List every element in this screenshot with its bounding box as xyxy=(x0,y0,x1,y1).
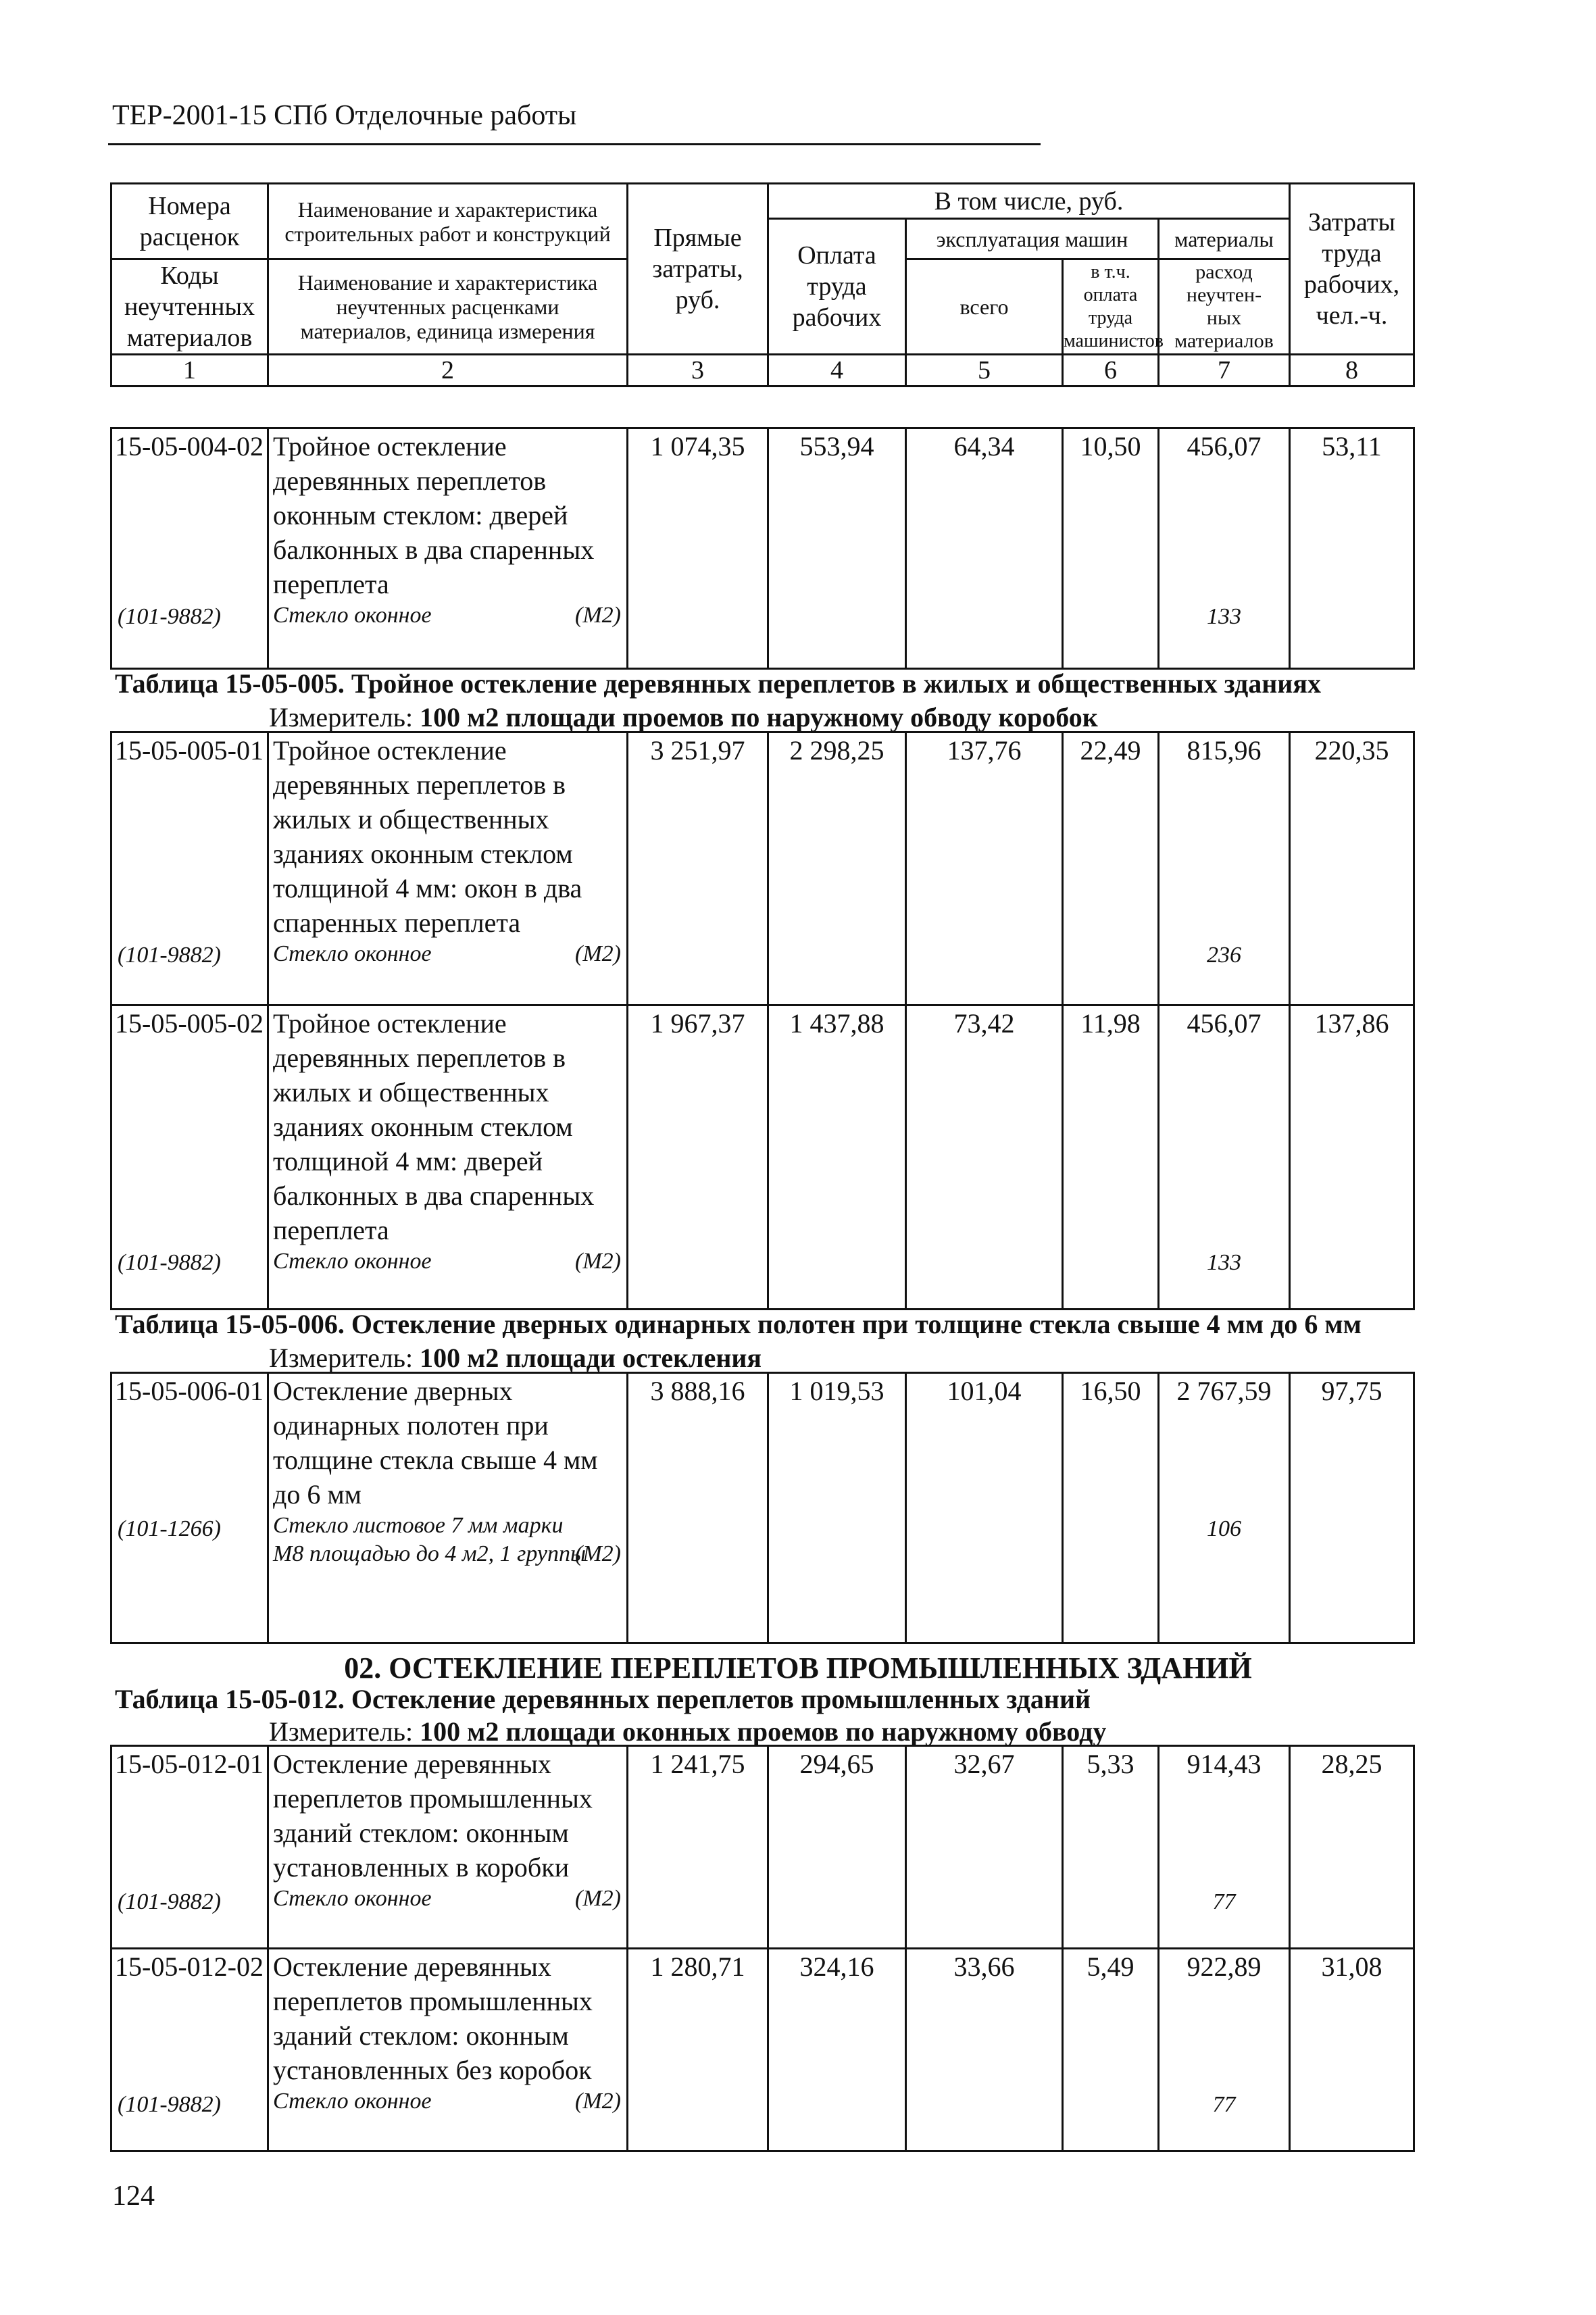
header-operator-pay: в т.ч. оплата труда машинистов xyxy=(1063,259,1159,355)
material-unit: (М2) xyxy=(575,941,621,966)
rate-name-cell xyxy=(268,1373,628,1643)
rate-name-line: толщине стекла свыше 4 мм xyxy=(273,1445,598,1475)
direct-costs: 3 888,16 xyxy=(628,1373,768,1643)
table-row xyxy=(111,1373,1414,1643)
header-machines-total: всего xyxy=(906,259,1063,355)
header-worker-pay: Оплата труда рабочих xyxy=(768,219,906,355)
labor-hours: 53,11 xyxy=(1290,428,1414,669)
material-unit: (М2) xyxy=(575,2089,621,2114)
material-unit: (М2) xyxy=(575,1886,621,1911)
material-quantity: 77 xyxy=(1212,1889,1236,1914)
rate-name-line: Остекление деревянных xyxy=(273,1951,551,1982)
materials-cost-cell xyxy=(1159,1005,1290,1310)
col-number: 1 xyxy=(111,355,268,387)
rate-name-line: установленных без коробок xyxy=(273,2055,592,2085)
header-material-codes: Коды неучтенных материалов xyxy=(111,259,268,355)
rate-code: 15-05-005-01 xyxy=(115,735,264,766)
rates-table xyxy=(110,427,1415,670)
machines-total: 101,04 xyxy=(906,1373,1063,1643)
col-number: 5 xyxy=(906,355,1063,387)
rate-code: 15-05-005-02 xyxy=(115,1008,264,1039)
rate-name-cell xyxy=(268,1005,628,1310)
material-name: Стекло оконное xyxy=(273,941,432,966)
col-number: 2 xyxy=(268,355,628,387)
rate-name-line: установленных в коробки xyxy=(273,1852,570,1883)
materials-cost-cell xyxy=(1159,1373,1290,1643)
material-code: (101-9882) xyxy=(118,1250,221,1275)
operator-pay: 5,33 xyxy=(1063,1746,1159,1949)
rate-code-cell xyxy=(111,1746,268,1949)
material-name: Стекло листовое 7 мм марки xyxy=(273,1513,564,1538)
section-title: 02. ОСТЕКЛЕНИЕ ПЕРЕПЛЕТОВ ПРОМЫШЛЕННЫХ ЗДАНИЙ xyxy=(344,1651,1252,1685)
material-code: (101-9882) xyxy=(118,604,221,629)
header-labor-hours: Затраты труда рабочих, чел.-ч. xyxy=(1290,184,1414,355)
col-number: 8 xyxy=(1290,355,1414,387)
col-number: 4 xyxy=(768,355,906,387)
rate-name-line: Тройное остекление xyxy=(273,1008,507,1039)
rate-name-cell xyxy=(268,732,628,1005)
rate-name-line: зданиях оконным стеклом xyxy=(273,839,573,869)
rate-name-line: переплета xyxy=(273,569,389,599)
header-direct-costs: Прямые затраты, руб. xyxy=(628,184,768,355)
rate-name-line: деревянных переплетов в xyxy=(273,1043,566,1073)
direct-costs: 3 251,97 xyxy=(628,732,768,1005)
material-code: (101-9882) xyxy=(118,943,221,968)
materials-cost-cell xyxy=(1159,1949,1290,2151)
machines-total: 73,42 xyxy=(906,1005,1063,1310)
header-material-consumption: расход неучтен- ных материалов xyxy=(1159,259,1290,355)
header-rule xyxy=(108,143,1041,145)
labor-hours: 220,35 xyxy=(1290,732,1414,1005)
material-unit: (М2) xyxy=(575,1249,621,1274)
rate-name-line: переплета xyxy=(273,1215,389,1245)
machines-total: 33,66 xyxy=(906,1949,1063,2151)
table-caption: Таблица 15-05-006. Остекление дверных одинарных полотен при толщине стекла свыше 4 мм до 6 мм xyxy=(115,1309,1362,1339)
rate-name-line: оконным стеклом: дверей xyxy=(273,500,568,530)
material-name: М8 площадью до 4 м2, 1 группы xyxy=(273,1541,587,1566)
materials-cost-cell xyxy=(1159,1746,1290,1949)
materials-cost: 456,07 xyxy=(1187,431,1262,462)
direct-costs: 1 967,37 xyxy=(628,1005,768,1310)
rate-name-line: зданиях оконным стеклом xyxy=(273,1112,573,1142)
material-code: (101-9882) xyxy=(118,2092,221,2117)
operator-pay: 5,49 xyxy=(1063,1949,1159,2151)
rate-name-line: одинарных полотен при xyxy=(273,1410,549,1441)
rate-name-line: переплетов промышленных xyxy=(273,1986,593,2016)
header-rate-number: Номера расценок xyxy=(111,184,268,259)
rate-name-line: деревянных переплетов xyxy=(273,466,547,496)
material-quantity: 133 xyxy=(1207,1250,1241,1275)
header-work-name: Наименование и характеристика строительных работ и конструкций xyxy=(268,184,628,259)
material-code: (101-1266) xyxy=(118,1516,221,1541)
rate-name-line: толщиной 4 мм: дверей xyxy=(273,1146,543,1176)
rate-code-cell xyxy=(111,732,268,1005)
header-machines: эксплуатация машин xyxy=(906,219,1159,259)
table-row xyxy=(111,1005,1414,1310)
rate-code: 15-05-012-01 xyxy=(115,1749,264,1779)
rate-name-line: балконных в два спаренных xyxy=(273,1180,595,1211)
rate-name-line: Остекление деревянных xyxy=(273,1749,551,1779)
worker-pay: 294,65 xyxy=(768,1746,906,1949)
machines-total: 137,76 xyxy=(906,732,1063,1005)
rate-name-cell xyxy=(268,1949,628,2151)
material-unit: (М2) xyxy=(575,1541,621,1566)
operator-pay: 11,98 xyxy=(1063,1005,1159,1310)
operator-pay: 22,49 xyxy=(1063,732,1159,1005)
rate-code-cell xyxy=(111,1949,268,2151)
worker-pay: 1 019,53 xyxy=(768,1373,906,1643)
rate-name-line: зданий стеклом: оконным xyxy=(273,2020,569,2051)
rate-name-line: Тройное остекление xyxy=(273,431,507,462)
labor-hours: 97,75 xyxy=(1290,1373,1414,1643)
header-group-including: В том числе, руб. xyxy=(768,184,1290,219)
table-caption: Таблица 15-05-005. Тройное остекление деревянных переплетов в жилых и общественных зданиях xyxy=(115,668,1321,699)
material-name: Стекло оконное xyxy=(273,1886,432,1911)
material-unit: (М2) xyxy=(575,603,621,628)
operator-pay: 16,50 xyxy=(1063,1373,1159,1643)
header-material-name: Наименование и характеристика неучтенных расценками материалов, единица измерения xyxy=(268,259,628,355)
rate-code: 15-05-004-02 xyxy=(115,431,264,462)
rate-code-cell xyxy=(111,428,268,669)
rate-name-cell xyxy=(268,428,628,669)
table-row xyxy=(111,428,1414,669)
table-measure: Измеритель: 100 м2 площади проемов по наружному обводу коробок xyxy=(269,702,1098,732)
labor-hours: 137,86 xyxy=(1290,1005,1414,1310)
worker-pay: 2 298,25 xyxy=(768,732,906,1005)
table-measure: Измеритель: 100 м2 площади оконных проемов по наружному обводу xyxy=(269,1716,1107,1747)
col-number: 7 xyxy=(1159,355,1290,387)
worker-pay: 324,16 xyxy=(768,1949,906,2151)
page-number: 124 xyxy=(112,2181,155,2212)
direct-costs: 1 241,75 xyxy=(628,1746,768,1949)
material-quantity: 133 xyxy=(1207,604,1241,629)
materials-cost: 815,96 xyxy=(1187,735,1262,766)
materials-cost: 922,89 xyxy=(1187,1951,1262,1982)
material-name: Стекло оконное xyxy=(273,2089,432,2114)
running-head: ТЕР-2001-15 СПб Отделочные работы xyxy=(112,100,577,131)
rate-name-line: жилых и общественных xyxy=(273,1077,549,1107)
rate-code: 15-05-012-02 xyxy=(115,1951,264,1982)
table-row xyxy=(111,1949,1414,2151)
worker-pay: 553,94 xyxy=(768,428,906,669)
table-row xyxy=(111,1746,1414,1949)
materials-cost: 914,43 xyxy=(1187,1749,1262,1779)
table-caption: Таблица 15-05-012. Остекление деревянных переплетов промышленных зданий xyxy=(115,1684,1091,1714)
table-measure: Измеритель: 100 м2 площади остекления xyxy=(269,1343,762,1373)
material-name: Стекло оконное xyxy=(273,603,432,628)
labor-hours: 28,25 xyxy=(1290,1746,1414,1949)
col-number: 3 xyxy=(628,355,768,387)
material-quantity: 106 xyxy=(1207,1516,1241,1541)
rates-table xyxy=(110,1372,1415,1644)
rate-code-cell xyxy=(111,1373,268,1643)
rate-name-line: Остекление дверных xyxy=(273,1376,513,1406)
labor-hours: 31,08 xyxy=(1290,1949,1414,2151)
worker-pay: 1 437,88 xyxy=(768,1005,906,1310)
column-header-table xyxy=(110,182,1415,387)
material-quantity: 236 xyxy=(1207,943,1241,968)
material-name: Стекло оконное xyxy=(273,1249,432,1274)
rate-code: 15-05-006-01 xyxy=(115,1376,264,1406)
rate-name-line: спаренных переплета xyxy=(273,907,521,938)
direct-costs: 1 280,71 xyxy=(628,1949,768,2151)
rate-name-line: балконных в два спаренных xyxy=(273,534,595,565)
machines-total: 64,34 xyxy=(906,428,1063,669)
rate-name-line: Тройное остекление xyxy=(273,735,507,766)
machines-total: 32,67 xyxy=(906,1746,1063,1949)
materials-cost: 2 767,59 xyxy=(1176,1376,1272,1406)
material-code: (101-9882) xyxy=(118,1889,221,1914)
table-row xyxy=(111,732,1414,1005)
materials-cost-cell xyxy=(1159,732,1290,1005)
materials-cost: 456,07 xyxy=(1187,1008,1262,1039)
material-quantity: 77 xyxy=(1212,2092,1236,2117)
rate-name-cell xyxy=(268,1746,628,1949)
rate-name-line: толщиной 4 мм: окон в два xyxy=(273,873,582,903)
col-number: 6 xyxy=(1063,355,1159,387)
rate-name-line: зданий стеклом: оконным xyxy=(273,1818,569,1848)
operator-pay: 10,50 xyxy=(1063,428,1159,669)
rate-code-cell xyxy=(111,1005,268,1310)
rates-table xyxy=(110,1745,1415,2152)
direct-costs: 1 074,35 xyxy=(628,428,768,669)
rate-name-line: переплетов промышленных xyxy=(273,1783,593,1814)
header-materials: материалы xyxy=(1159,219,1290,259)
materials-cost-cell xyxy=(1159,428,1290,669)
rates-table xyxy=(110,731,1415,1310)
rate-name-line: жилых и общественных xyxy=(273,804,549,835)
rate-name-line: до 6 мм xyxy=(273,1479,361,1510)
rate-name-line: деревянных переплетов в xyxy=(273,770,566,800)
